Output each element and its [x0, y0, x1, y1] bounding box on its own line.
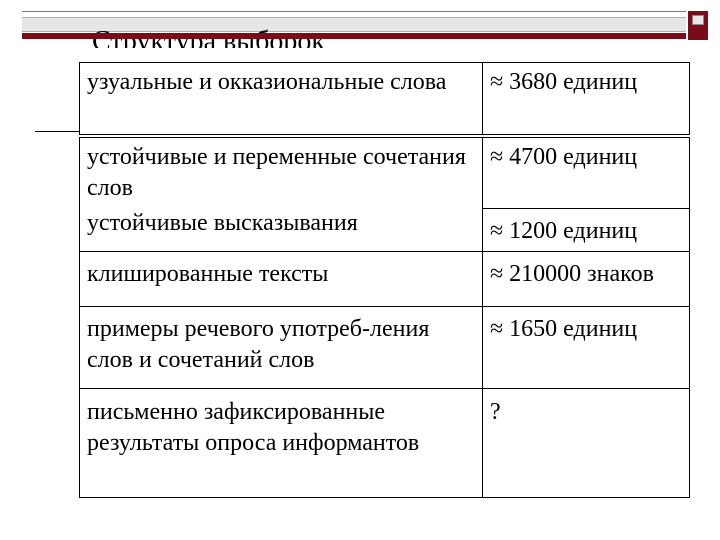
row-amount: ≈ 4700 единиц [483, 136, 690, 208]
row-type: устойчивые высказывания [80, 208, 483, 251]
table-row [80, 388, 690, 497]
row-type: примеры речевого употреб-ления слов и сочетаний слов [80, 306, 483, 388]
row-type: узуальные и окказиональные слова [80, 63, 483, 137]
row-amount: ≈ 1650 единиц [483, 306, 690, 388]
corner-square-hole [692, 15, 704, 25]
table-row [80, 63, 690, 137]
row-amount: ≈ 210000 знаков [483, 251, 690, 306]
samples-table [79, 62, 690, 498]
row-amount: ≈ 3680 единиц [483, 63, 690, 137]
row-type: клишированные тексты [80, 251, 483, 306]
row-type: устойчивые и переменные сочетания слов [80, 136, 483, 208]
row-type: письменно зафиксированные результаты опроса информантов [80, 388, 483, 497]
table-row [80, 251, 690, 306]
row-amount: ? [483, 388, 690, 497]
table-row [80, 136, 690, 208]
table-row [80, 208, 690, 251]
side-rule [35, 131, 80, 132]
header-accent-line [22, 33, 686, 39]
row-amount: ≈ 1200 единиц [483, 208, 690, 251]
corner-square [688, 11, 708, 40]
table-row [80, 306, 690, 388]
